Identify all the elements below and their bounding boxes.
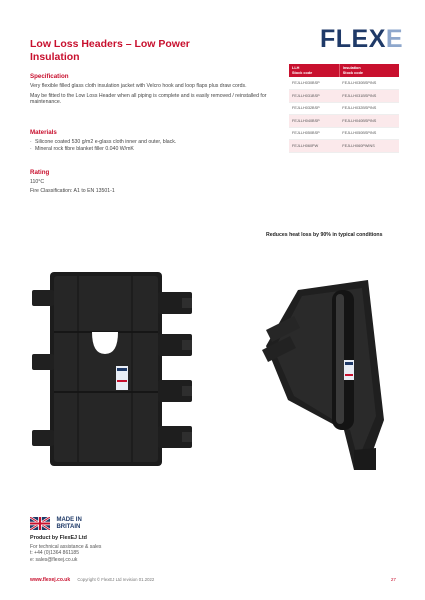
made-in-text [56,517,81,530]
logo-accent: E [385,25,404,53]
table-row [289,127,399,140]
page-title: Low Loss Headers – Low Power Insulation [30,38,190,63]
table-row [289,90,399,103]
table-cell: FEJLLH040BSP [289,115,339,128]
spec-paragraph: May be fitted to the Low Loss Header when all piping is complete and is easily removed / reinstalled for maintenance. [30,92,267,106]
company-name: Product by FlexEJ Ltd [30,535,87,541]
rating-section [30,169,270,194]
page-footer [30,577,396,583]
col-header-insulation: Insulation Stock code [339,64,399,77]
table-cell: FEJLLH050BSPINS [339,127,399,140]
table-cell: FEJLLH030BSP [289,77,339,90]
company-phone: t: +44 (0)1364 861185 [30,550,79,557]
spec-paragraph: Very flexible filled glass cloth insulation jacket with Velcro hook and loop flaps plus draw cords. [30,83,247,89]
tagline: Reduces heat loss by 90% in typical conditions [266,232,383,238]
rating-line: Fire Classification: A1 to EN 13501-1 [30,187,115,194]
table-cell: FEJLLH040BSPINS [339,115,399,128]
table-row [289,77,399,90]
stock-code-table [289,64,399,153]
table-cell: FEJLLH060PW [289,140,339,153]
union-flag-icon [30,517,50,530]
table-row [289,115,399,128]
col-header-llh: LLH Stock code [289,64,339,77]
materials-section [30,129,270,152]
made-in-britain-badge [30,515,82,533]
fitted-jacket-photo [258,270,398,476]
material-item: · Mineral rock fibre blanket filler 0.040 W/mK [30,146,270,153]
company-line: For technical assistance & sales [30,544,102,550]
page-number: 27 [390,577,396,582]
company-email[interactable]: e: sales@flexej.co.uk [30,556,78,563]
materials-heading: Materials [30,129,57,136]
table-cell: FEJLLH032BSPINS [339,102,399,115]
material-item: · Silicone coated 530 g/m2 e-glass cloth inner and outer, black. [30,139,270,146]
table-cell: FEJLLH030BSPINS [339,77,399,90]
rating-heading: Rating [30,169,50,176]
table-cell: FEJLLH032BSP [289,102,339,115]
made-in-line1: MADE IN [56,517,82,524]
website-link[interactable]: www.flexej.co.uk [30,577,71,583]
logo-main: FLEX [320,25,386,53]
copyright-text: Copyright © FlexEJ Ltd revision 01.2022 [77,577,155,582]
specification-heading: Specification [30,73,69,80]
table-cell: FEJLLH060PWINS [339,140,399,153]
made-in-line2: BRITAIN [56,523,81,530]
company-info [30,535,230,563]
table-row [289,102,399,115]
table-row [289,140,399,153]
table-cell: FEJLLH050BSP [289,127,339,140]
table-cell: FEJLLH031BSP [289,90,339,103]
flexe-logo [320,26,403,52]
table-cell: FEJLLH031BSPINS [339,90,399,103]
flat-jacket-photo [32,262,222,474]
table-header-row [289,64,399,77]
rating-line: 110°C [30,179,45,185]
specification-section [30,73,270,106]
